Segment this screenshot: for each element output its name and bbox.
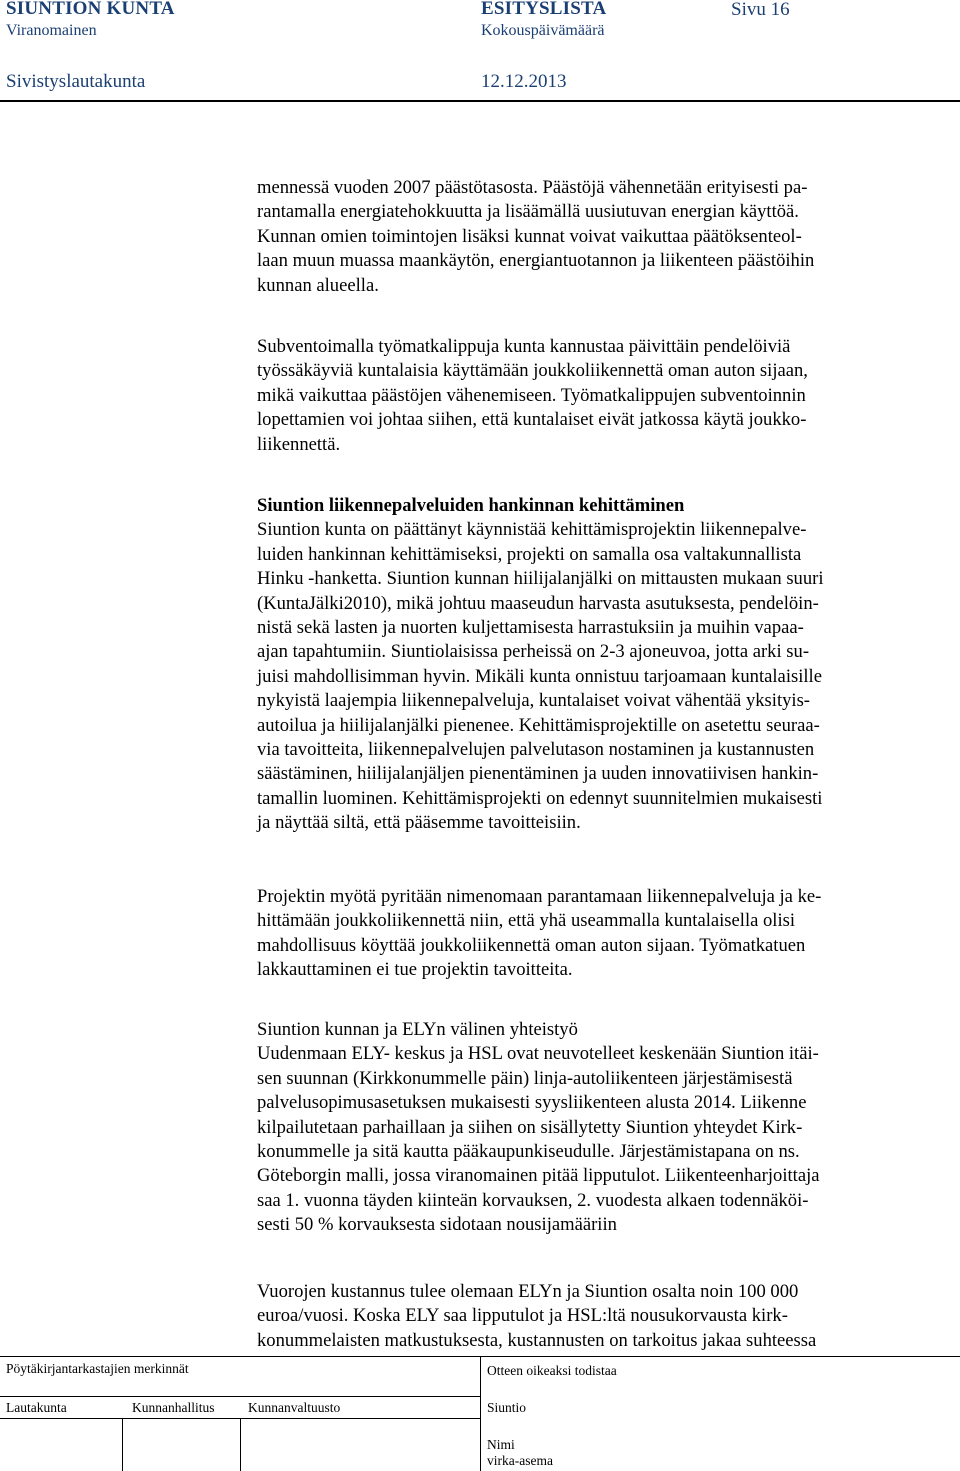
text-line: liikennettä. — [257, 433, 341, 455]
footer-col-divider-1 — [122, 1418, 123, 1471]
page-number: Sivu 16 — [731, 0, 790, 20]
text-line: euroa/vuosi. Koska ELY saa lipputulot ja HSL:ltä nousukorvausta kirk- — [257, 1305, 788, 1327]
text-line: mennessä vuoden 2007 päästötasosta. Päästöjä vähennetään erityisesti pa- — [257, 177, 808, 198]
text-line: (KuntaJälki2010), mikä johtuu maaseudun harvasta asutuksesta, pendelöin- — [257, 592, 819, 614]
text-line: mikä vaikuttaa päästöjen vähenemiseen. Työmatkalippujen subventoinnin — [257, 384, 806, 406]
text-line: nykyistä laajempia liikennepalveluja, kuntalaiset voivat vähentää yksityis- — [257, 690, 811, 712]
text-line: säästäminen, hiilijalanjäljen pienentäminen ja uuden innovatiivisen hankin- — [257, 763, 819, 785]
text-line: konummelaisten matkustuksesta, kustannusten on tarkoitus jakaa suhteessa — [257, 1329, 817, 1351]
section-heading: Siuntion liikennepalveluiden hankinnan kehittäminen — [257, 495, 685, 516]
footer-position-label: virka-asema — [487, 1453, 553, 1468]
text-line: kunnan alueella. — [257, 274, 379, 296]
text-line: tamallin luominen. Kehittämisprojekti on edennyt suunnitelmien mukaisesti — [257, 787, 823, 809]
section-ely-cooperation — [257, 1018, 957, 1238]
paragraph-emissions — [257, 176, 957, 298]
footer-col-municipal-board: Kunnanhallitus — [132, 1400, 215, 1415]
text-line: kilpailutetaan parhaillaan ja siihen on sisällytetty Siuntion yhteydet Kirk- — [257, 1116, 803, 1138]
text-line: ja näyttää siltä, että pääsemme tavoitteisiin. — [257, 812, 581, 834]
meeting-date: 12.12.2013 — [481, 71, 567, 92]
text-line: Vuorojen kustannus tulee olemaan ELYn ja Siuntion osalta noin 100 000 — [257, 1281, 799, 1302]
text-line: via tavoitteita, liikennepalvelujen palvelutason nostaminen ja kustannusten — [257, 739, 815, 761]
text-line: konummelle ja sitä kautta pääkaupunkiseudulle. Järjestämistapana on ns. — [257, 1141, 800, 1163]
footer-name-label: Nimi — [487, 1437, 515, 1452]
section-heading: Siuntion kunnan ja ELYn välinen yhteistyö — [257, 1019, 578, 1040]
text-line: luiden hankinnan kehittämiseksi, projekti on samalla osa valtakunnallista — [257, 543, 802, 565]
text-line: palvelusopimusasetuksen mukaisesti syysliikenteen alusta 2014. Liikenne — [257, 1092, 807, 1114]
text-line: juisi mahdollisimman hyvin. Mikäli kunta onnistuu tarjoamaan kuntalaisille — [257, 665, 822, 687]
org-name: SIUNTION KUNTA — [6, 0, 175, 19]
text-line: lakkauttaminen ei tue projektin tavoitteita. — [257, 959, 573, 981]
authority-label: Viranomainen — [6, 22, 97, 39]
text-line: sen suunnan (Kirkkonummelle päin) linja-autoliikenteen järjestämisestä — [257, 1067, 793, 1089]
text-line: Kunnan omien toimintojen lisäksi kunnat voivat vaikuttaa päätöksenteol- — [257, 225, 802, 247]
text-line: laan muun muassa maankäytön, energiantuotannon ja liikenteen päästöihin — [257, 250, 815, 272]
footer-col-board: Lautakunta — [6, 1400, 67, 1415]
text-line: Uudenmaan ELY- keskus ja HSL ovat neuvotelleet keskenään Siuntion itäi- — [257, 1043, 819, 1065]
text-line: Projektin myötä pyritään nimenomaan parantamaan liikennepalveluja ja ke- — [257, 886, 822, 907]
certified-copy-label: Otteen oikeaksi todistaa — [487, 1363, 617, 1378]
document-type: ESITYSLISTA — [481, 0, 607, 19]
section-transport-development — [257, 494, 957, 836]
paragraph-project-goals — [257, 885, 957, 983]
paragraph-cost — [257, 1280, 957, 1353]
minutes-checkers-label: Pöytäkirjantarkastajien merkinnät — [6, 1361, 189, 1376]
meeting-date-label: Kokouspäivämäärä — [481, 22, 605, 39]
text-line: hittämään joukkoliikennettä niin, että yhä useammalla kuntalaisella olisi — [257, 910, 796, 932]
text-line: nistä sekä lasten ja nuorten kuljettamisesta harrastuksiin ja muihin vapaa- — [257, 617, 804, 639]
paragraph-ticket-subsidy — [257, 335, 957, 457]
footer-col-divider-2 — [240, 1418, 241, 1471]
authority-name: Sivistyslautakunta — [6, 71, 146, 92]
text-line: sesti 50 % korvauksesta sidotaan nousijamääriin — [257, 1214, 617, 1236]
text-line: Göteborgin malli, jossa viranomainen pitää lipputulot. Liikenteenharjoittaja — [257, 1165, 820, 1187]
footer-divider — [480, 1356, 481, 1471]
text-line: ajan tapahtumiin. Siuntiolaisissa perheissä on 2-3 ajoneuvoa, jotta arki su- — [257, 641, 810, 663]
footer-mid-rule — [0, 1396, 480, 1397]
text-line: Hinku -hanketta. Siuntion kunnan hiilijalanjälki on mittausten mukaan suuri — [257, 568, 824, 590]
text-line: rantamalla energiatehokkuutta ja lisäämällä uusiutuvan energian käyttöä. — [257, 201, 799, 223]
text-line: mahdollisuus köyttää joukkoliikennettä oman auton sijaan. Työmatkatuen — [257, 934, 806, 956]
header-divider — [0, 100, 960, 102]
text-line: Subventoimalla työmatkalippuja kunta kannustaa päivittäin pendelöiviä — [257, 336, 791, 357]
text-line: lopettamien voi johtaa siihen, että kuntalaiset eivät jatkossa käytä joukko- — [257, 409, 807, 431]
text-line: Siuntion kunta on päättänyt käynnistää kehittämisprojektin liikennepalve- — [257, 519, 807, 541]
footer-place: Siuntio — [487, 1400, 527, 1415]
footer-col-council: Kunnanvaltuusto — [248, 1400, 341, 1415]
text-line: saa 1. vuonna täyden kiinteän korvauksen, 2. vuodesta alkaen todennäköi- — [257, 1189, 809, 1211]
text-line: autoilua ja hiilijalanjälki pienenee. Kehittämisprojektille on asetettu seuraa- — [257, 714, 820, 736]
text-line: työssäkäyviä kuntalaisia käyttämään joukkoliikennettä oman auton sijaan, — [257, 360, 808, 382]
